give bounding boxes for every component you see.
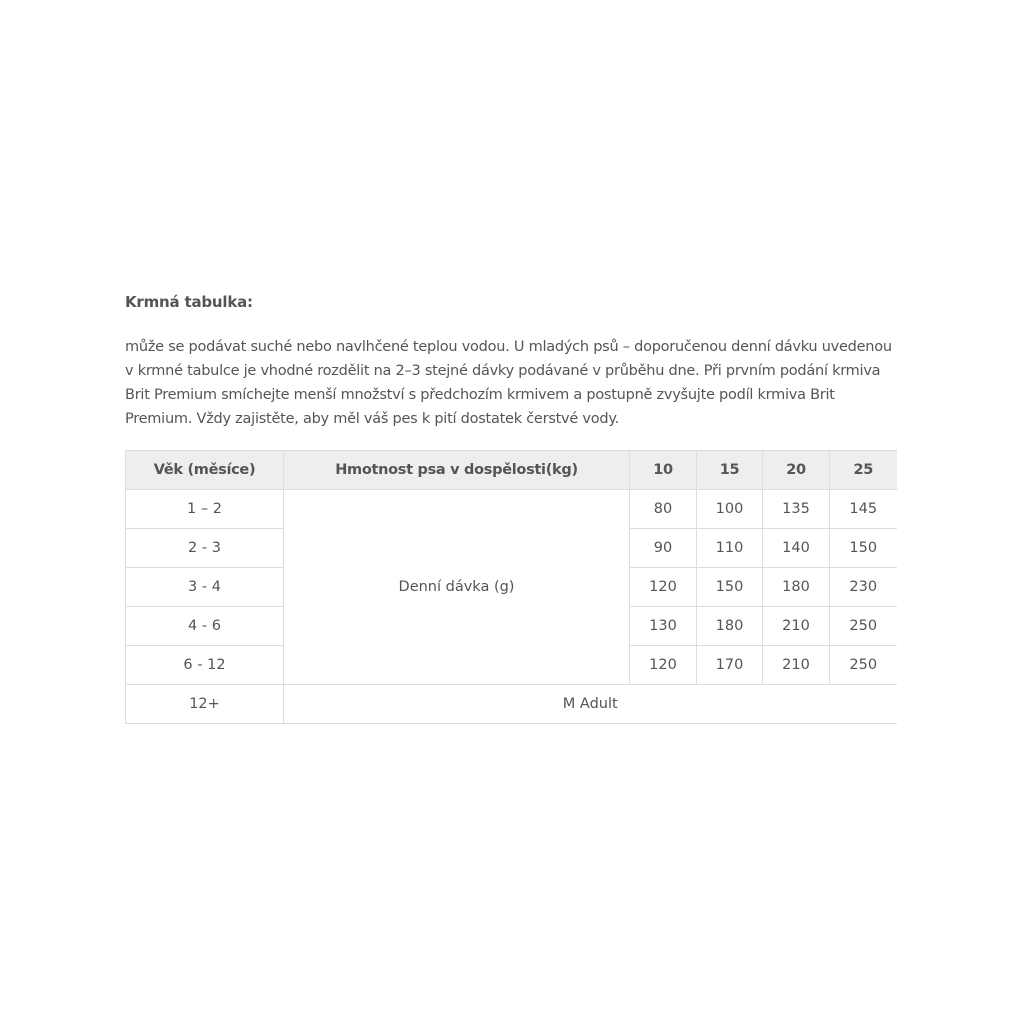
age-cell: 6 - 12 xyxy=(126,646,284,685)
dose-cell: 210 xyxy=(763,646,830,685)
header-weight-25: 25 xyxy=(830,451,897,490)
header-weight-15: 15 xyxy=(697,451,763,490)
dose-cell: 140 xyxy=(763,529,830,568)
dose-cell: 80 xyxy=(630,490,697,529)
feeding-table xyxy=(125,450,897,724)
age-cell: 1 – 2 xyxy=(126,490,284,529)
dose-cell: 120 xyxy=(630,568,697,607)
header-weight-10: 10 xyxy=(630,451,697,490)
dose-cell: 180 xyxy=(697,607,763,646)
adult-note-cell: M Adult xyxy=(284,685,897,724)
age-cell: 3 - 4 xyxy=(126,568,284,607)
dose-cell: 250 xyxy=(830,607,897,646)
dose-cell: 100 xyxy=(697,490,763,529)
dose-cell: 150 xyxy=(697,568,763,607)
dose-cell: 110 xyxy=(697,529,763,568)
dose-cell: 90 xyxy=(630,529,697,568)
header-weight-20: 20 xyxy=(763,451,830,490)
dose-cell: 210 xyxy=(763,607,830,646)
dose-cell: 180 xyxy=(763,568,830,607)
feeding-section xyxy=(125,290,896,431)
dose-cell: 170 xyxy=(697,646,763,685)
daily-dose-label: Denní dávka (g) xyxy=(284,490,630,685)
dose-cell: 135 xyxy=(763,490,830,529)
age-cell: 4 - 6 xyxy=(126,607,284,646)
age-cell: 12+ xyxy=(126,685,284,724)
age-cell: 2 - 3 xyxy=(126,529,284,568)
dose-cell: 120 xyxy=(630,646,697,685)
header-age: Věk (měsíce) xyxy=(126,451,284,490)
feeding-instructions: může se podávat suché nebo navlhčené teplou vodou. U mladých psů – doporučenou denní dávku uvedenou v krmné tabulce je vhodné rozdělit na 2–3 stejné dávky podávané v průběhu dne. Při prvním podání krmiva Brit Premium smíchejte menší množství s předchozím krmivem a postupně zvyšujte podíl krmiva Brit Premium. Vždy zajistěte, aby měl váš pes k pití dostatek čerstvé vody. xyxy=(125,339,892,427)
table-row xyxy=(126,685,897,724)
dose-cell: 145 xyxy=(830,490,897,529)
header-adult-weight: Hmotnost psa v dospělosti(kg) xyxy=(284,451,630,490)
dose-cell: 130 xyxy=(630,607,697,646)
table-header-row xyxy=(126,451,897,490)
dose-cell: 230 xyxy=(830,568,897,607)
dose-cell: 150 xyxy=(830,529,897,568)
feeding-table-heading: Krmná tabulka: xyxy=(125,293,253,311)
dose-cell: 250 xyxy=(830,646,897,685)
table-row xyxy=(126,490,897,529)
